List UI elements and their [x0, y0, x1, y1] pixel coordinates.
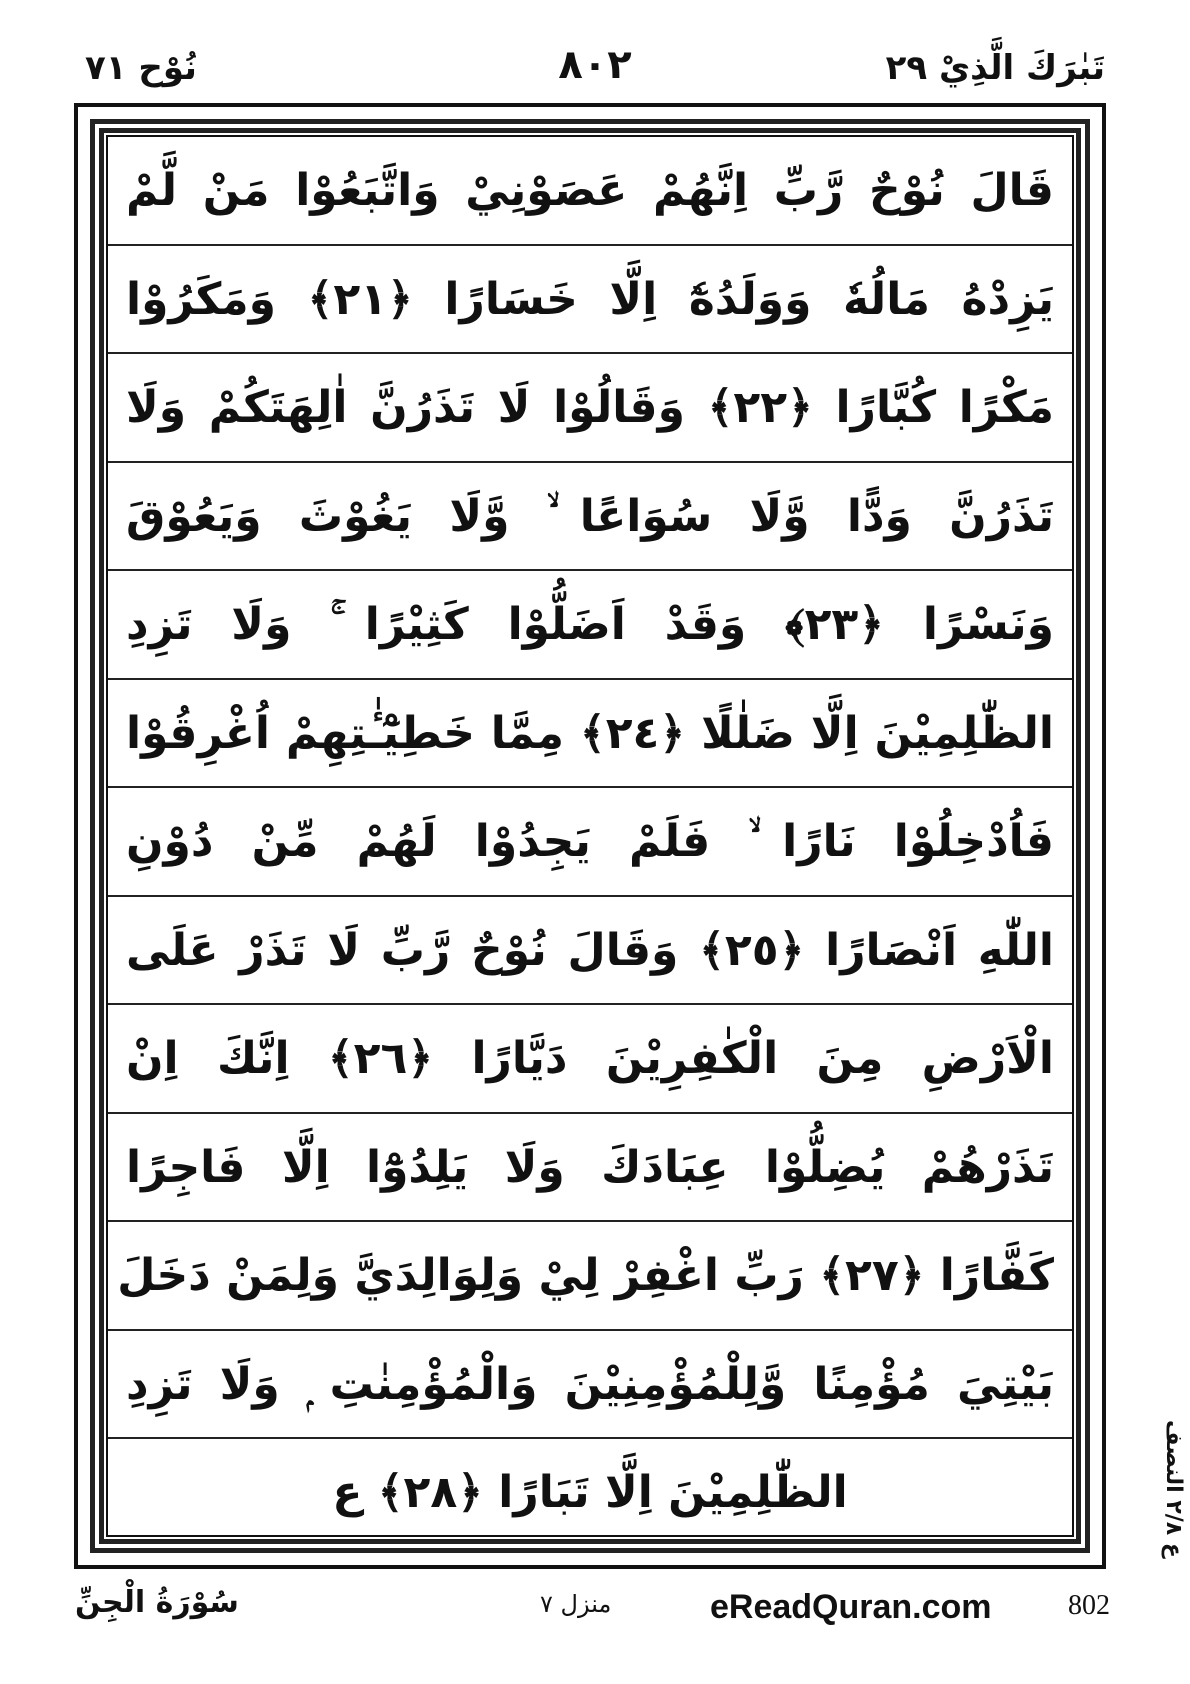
manzil-label: منزل ٧: [540, 1590, 612, 1618]
next-surah-name: سُوْرَةُ الْجِنِّ: [75, 1585, 239, 1620]
page-number: 802: [1068, 1590, 1110, 1621]
juz-header: تَبٰرَكَ الَّذِيْ ٢٩: [885, 48, 1105, 88]
verse-line: بَيْتِيَ مُؤْمِنًا وَّلِلْمُؤْمِنِيْنَ وَالْمُؤْمِنٰتِ ۭ وَلَا تَزِدِ: [108, 1331, 1072, 1440]
verse-line: الظّٰلِمِيْنَ اِلَّا ضَلٰلًا ﴿٢٤﴾ مِمَّا خَطِيْٓـٰٔتِهِمْ اُغْرِقُوْا: [108, 680, 1072, 789]
verse-line: تَذَرْهُمْ يُضِلُّوْا عِبَادَكَ وَلَا يَلِدُوْٓا اِلَّا فَاجِرًا: [108, 1114, 1072, 1223]
verse-line: كَفَّارًا ﴿٢٧﴾ رَبِّ اغْفِرْ لِيْ وَلِوَالِدَيَّ وَلِمَنْ دَخَلَ: [108, 1222, 1072, 1331]
verse-line: الْاَرْضِ مِنَ الْكٰفِرِيْنَ دَيَّارًا ﴿٢٦﴾ اِنَّكَ اِنْ: [108, 1005, 1072, 1114]
verse-line: اللّٰهِ اَنْصَارًا ﴿٢٥﴾ وَقَالَ نُوْحٌ رَّبِّ لَا تَذَرْ عَلَى: [108, 897, 1072, 1006]
page-border: [74, 103, 1106, 1569]
verse-line: مَكْرًا كُبَّارًا ﴿٢٢﴾ وَقَالُوْا لَا تَذَرُنَّ اٰلِهَتَكُمْ وَلَا: [108, 354, 1072, 463]
verse-line: قَالَ نُوْحٌ رَّبِّ اِنَّهُمْ عَصَوْنِيْ وَاتَّبَعُوْا مَنْ لَّمْ: [108, 137, 1072, 246]
verse-line: الظّٰلِمِيْنَ اِلَّا تَبَارًا ﴿٢٨﴾ ع: [332, 1467, 848, 1518]
verse-line: وَنَسْرًا ﴿٢٣﴾ وَقَدْ اَضَلُّوْا كَثِيْرًا ۚ وَلَا تَزِدِ: [108, 571, 1072, 680]
surah-name-header: نُوْح ٧١: [85, 48, 197, 88]
page-number-arabic: ٨٠٢: [558, 42, 632, 88]
site-watermark: eReadQuran.com: [710, 1588, 992, 1626]
verse-line: يَزِدْهُ مَالُهٗ وَوَلَدُهٗٓ اِلَّا خَسَارًا ﴿٢١﴾ وَمَكَرُوْا: [108, 246, 1072, 355]
ruku-margin-note: ع ٢/٨ النصف: [1161, 1420, 1186, 1558]
verse-line: تَذَرُنَّ وَدًّا وَّلَا سُوَاعًا ۙ وَّلَا يَغُوْثَ وَيَعُوْقَ: [108, 463, 1072, 572]
text-area: [106, 135, 1074, 1537]
verse-line: فَاُدْخِلُوْا نَارًا ۙ فَلَمْ يَجِدُوْا لَهُمْ مِّنْ دُوْنِ: [108, 788, 1072, 897]
